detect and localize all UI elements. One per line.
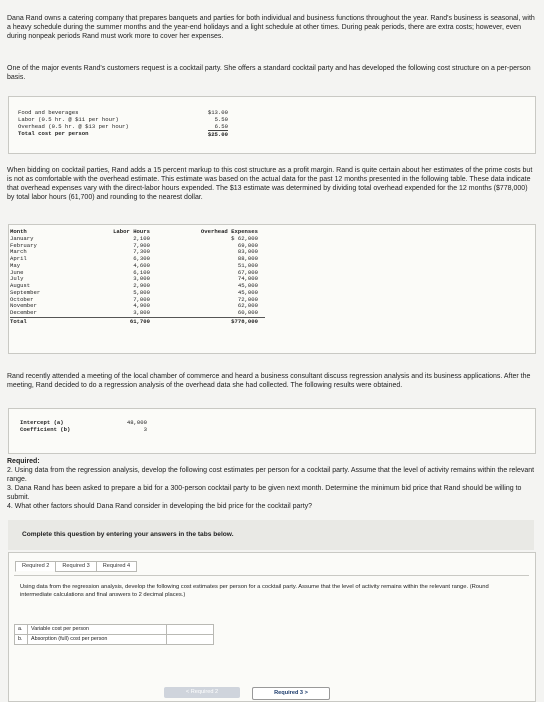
hours-cell: 6,100 [133,268,150,276]
month-cell: October [10,295,34,303]
table-row [10,262,265,269]
cost-table [18,109,228,137]
month-cell: September [10,288,41,296]
total-hours: 61,700 [129,317,150,325]
instruction-text: Complete this question by entering your answers in the tabs below. [22,531,234,538]
hours-cell: 5,800 [133,288,150,296]
hours-cell: 6,300 [133,255,150,262]
cost-value: 5.50 [214,116,228,123]
hours-cell: 2,100 [133,234,150,242]
month-cell: November [10,302,37,310]
tab-bar [15,561,136,572]
required-section [7,457,535,512]
month-cell: April [10,255,27,262]
overhead-paragraph: When bidding on cocktail parties, Rand adds a 15 percent markup to this cost structure as a profit margin. Rand is quite certain about her estimates of the prime costs but is not as comfortable with the overhead estimate. This estimate was based on the actual data for the past 12 months presented in the following table. These data indicate that overhead expenses vary with the direct-labor hours expended. The $13 estimate was determined by dividing total overhead expended for the 12 months ($778,000) by total labor hours (61,700) and rounding to the nearest dollar. [7,167,533,202]
coefficient-value: 3 [143,425,147,433]
hours-cell: 7,000 [133,295,150,303]
cost-row [18,109,228,116]
absorption-cost-input[interactable] [167,635,214,645]
answer-table [14,624,214,645]
hours-cell: 4,900 [133,302,150,310]
cost-structure-paragraph: One of the major events Rand's customers request is a cocktail party. She offers a standard cocktail party and has developed the following cost structure on a per-person basis. [7,65,531,82]
overhead-cell: 88,000 [237,255,258,262]
intercept-value: 48,000 [126,419,147,426]
month-cell: January [10,234,34,242]
next-required-button[interactable]: Required 3 > [252,687,330,700]
overhead-cell: 45,000 [237,288,258,296]
hours-cell: 4,600 [133,261,150,269]
hours-cell: 7,300 [133,248,150,256]
table-row [10,242,265,249]
regression-row [20,419,147,426]
table-row [10,282,265,289]
cost-total-row [18,130,228,137]
table-row [10,269,265,276]
month-cell: July [10,275,24,283]
required-item: 4. What other factors should Dana Rand consider in developing the bid price for the cocktail party? [7,503,313,511]
table-header-row [10,228,265,235]
regression-row [20,426,147,433]
overhead-cell: 60,000 [237,309,258,316]
col-header-overhead: Overhead Expenses [200,228,258,235]
cost-value: $13.00 [207,109,228,116]
answer-row [15,635,214,645]
cost-label: Food and beverages [18,109,79,116]
table-row [10,275,265,282]
total-overhead: $778,000 [231,317,258,325]
table-row [10,248,265,255]
col-header-labor-hours: Labor Hours [113,228,150,235]
overhead-cell: 83,000 [237,248,258,256]
prev-required-button[interactable]: < Required 2 [164,687,240,698]
tab-required-2[interactable]: Required 2 [15,561,56,572]
table-row [10,309,265,316]
table-row [10,255,265,262]
monthly-table [10,228,265,325]
month-cell: May [10,261,21,269]
answer-label: Absorption (full) cost per person [28,635,167,645]
cost-total-value: $25.00 [207,131,228,138]
overhead-cell: $ 62,000 [231,234,258,242]
table-total-row [10,317,265,325]
overhead-cell: 45,000 [237,282,258,289]
cost-label: Overhead (0.5 hr. @ $13 per hour) [18,123,129,130]
cost-row [18,116,228,123]
regression-table [20,419,147,433]
answer-row [15,625,214,635]
hours-cell: 2,900 [133,282,150,289]
coefficient-label: Coefficient (b) [20,425,71,433]
intro-paragraph: Dana Rand owns a catering company that prepares banquets and parties for both individual and business functions throughout the year. Rand's business is seasonal, with a heavy schedule during the summer months and the year-end holidays and a light schedule at other times. During peak periods, there are extra costs; however, even during nonpeak periods Rand must work more to cover her expenses. [7,15,535,41]
overhead-cell: 62,000 [237,302,258,310]
tab-divider [14,575,529,576]
cost-label: Labor (0.5 hr. @ $11 per hour) [18,116,119,123]
answer-key: a. [15,625,28,635]
hours-cell: 3,000 [133,275,150,283]
tab-instruction: Using data from the regression analysis, develop the following cost estimates per person for a cocktail party. Assume that the level of activity remains within the relevant range. (Round intermediate calculations and final answers to 2 decimal places.) [20,584,489,598]
table-row [10,296,265,303]
cost-value: 6.50 [214,123,228,130]
variable-cost-input[interactable] [167,625,214,635]
regression-paragraph: Rand recently attended a meeting of the local chamber of commerce and heard a business consultant discuss regression analysis and its business applications. After the meeting, Rand decided to do a regression analysis of the overhead data she had collected. The following results were obtained. [7,373,531,390]
overhead-cell: 74,000 [237,275,258,283]
overhead-cell: 51,000 [237,261,258,269]
tab-required-3[interactable]: Required 3 [55,561,96,572]
table-row [10,302,265,309]
overhead-cell: 69,000 [237,241,258,249]
intercept-label: Intercept (a) [20,419,64,426]
month-cell: June [10,268,24,276]
month-cell: February [10,241,37,249]
cost-row [18,123,228,130]
answer-label: Variable cost per person [28,625,167,635]
required-heading: Required: [7,458,40,465]
required-item: 2. Using data from the regression analysis, develop the following cost estimates per person for a cocktail party. Assume that the level of activity remains within the relevant range. [7,467,535,484]
table-row [10,289,265,296]
overhead-cell: 67,000 [237,268,258,276]
hours-cell: 3,800 [133,309,150,316]
overhead-cell: 72,000 [237,295,258,303]
table-row [10,235,265,242]
month-cell: March [10,248,27,256]
month-cell: August [10,282,31,289]
col-header-month: Month [10,228,27,235]
answer-key: b. [15,635,28,645]
tab-required-4[interactable]: Required 4 [96,561,137,572]
month-cell: December [10,309,37,316]
required-item: 3. Dana Rand has been asked to prepare a bid for a 300-person cocktail party to be given next month. Determine the minimum bid price that Rand should be willing to submit. [7,485,522,502]
total-label: Total [10,317,27,325]
cost-total-label: Total cost per person [18,130,89,137]
hours-cell: 7,900 [133,241,150,249]
